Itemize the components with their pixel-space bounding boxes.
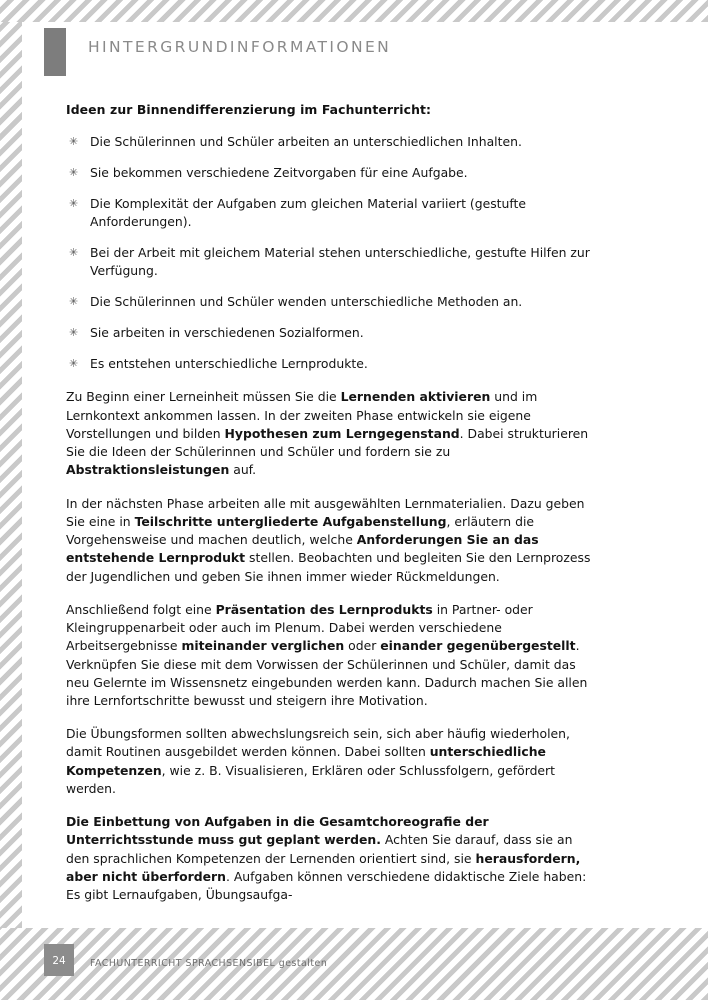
- paragraph-text: und im Lernkontext ankommen lassen. In der zweiten Phase entwickeln sie eigene Vorstellungen und bilden: [66, 389, 538, 441]
- list-item-label: Die Schülerinnen und Schüler arbeiten an unterschiedlichen Inhalten.: [90, 134, 522, 149]
- paragraph: [66, 495, 594, 586]
- page-header-title: HINTERGRUNDINFORMATIONEN: [88, 38, 392, 56]
- list-item-label: Sie bekommen verschiedene Zeitvorgaben für eine Aufgabe.: [90, 165, 468, 181]
- list-item-label: Es entstehen unterschiedliche Lernprodukte.: [90, 355, 368, 371]
- asterisk-bullet-icon: ✳: [69, 245, 79, 259]
- differentiation-ideas-list: [66, 133, 594, 372]
- list-item-label: Die Komplexität der Aufgaben zum gleichen Material variiert (gestufte Anforderungen).: [90, 196, 527, 229]
- decorative-stripe-left: [0, 22, 22, 928]
- emphasis-text: Teilschritte untergliederte Aufgabenstellung: [134, 513, 447, 529]
- asterisk-bullet-icon: ✳: [69, 356, 79, 370]
- footer-title-upper: FACHUNTERRICHT SPRACHSENSIBEL: [90, 958, 279, 969]
- footer-page-number: 24: [52, 955, 66, 967]
- paragraph-text: , erläutern die Vorgehensweise und machen deutlich, welche: [66, 513, 535, 548]
- asterisk-bullet-icon: ✳: [69, 135, 79, 148]
- list-item-label: Bei der Arbeit mit gleichem Material stehen unterschiedliche, gestufte Hilfen zur Verfügung.: [90, 244, 590, 278]
- emphasis-text: herausfordern, aber nicht überfordern: [66, 850, 581, 884]
- paragraph-text: . Aufgaben können verschiedene didaktische Ziele haben: Es gibt Lernaufgaben, Übungsaufga-: [66, 868, 587, 903]
- asterisk-bullet-icon: ✳: [69, 197, 79, 211]
- intro-heading: Ideen zur Binnendifferenzierung im Fachunterricht:: [66, 102, 432, 117]
- paragraph-text: oder: [344, 638, 381, 654]
- paragraph-text: . Verknüpfen Sie diese mit dem Vorwissen der Schülerinnen und Schüler, damit das neu Gelernte im Wissensnetz eingebunden werden kann. Dadurch machen Sie allen ihre Lernfortschritte bewusst und steigern ihre Motivation.: [66, 638, 588, 708]
- emphasis-text: Lernenden aktivieren: [340, 389, 491, 405]
- emphasis-text: Abstraktionsleistungen: [66, 462, 230, 478]
- body-paragraphs: [66, 388, 594, 904]
- list-item: [66, 293, 594, 311]
- list-item-label: Die Schülerinnen und Schüler wenden unterschiedliche Methoden an.: [90, 293, 523, 309]
- paragraph: [66, 601, 594, 710]
- list-item: [66, 244, 594, 279]
- asterisk-bullet-icon: ✳: [69, 294, 79, 308]
- paragraph-text: in Partner- oder Kleingruppenarbeit oder auch im Plenum. Dabei werden verschiedene Arbeitsergebnisse: [66, 601, 533, 654]
- paragraph-text: auf.: [229, 462, 257, 478]
- paragraph-text: Achten Sie darauf, dass sie an den sprachlichen Kompetenzen der Lernenden orientiert sind, sie: [66, 832, 573, 866]
- paragraph-text: stellen. Beobachten und begleiten Sie den Lernprozess der Jugendlichen und geben Sie ihnen immer wieder Rückmeldungen.: [66, 550, 591, 584]
- paragraph-text: Anschließend folgt eine: [66, 601, 216, 617]
- list-item: [66, 164, 594, 182]
- asterisk-bullet-icon: ✳: [69, 166, 79, 180]
- paragraph-text: . Dabei strukturieren Sie die Ideen der Schülerinnen und Schüler und fordern sie zu: [66, 425, 589, 460]
- list-item: [66, 195, 594, 230]
- emphasis-text: Präsentation des Lernprodukts: [215, 601, 433, 617]
- footer-title-lower: gestalten: [278, 958, 328, 969]
- paragraph: [66, 813, 594, 904]
- emphasis-text: miteinander verglichen: [181, 638, 345, 654]
- paragraph-text: , wie z. B. Visualisieren, Erklären oder Schlussfolgern, gefördert werden.: [66, 762, 556, 796]
- emphasis-text: unterschiedliche Kompetenzen: [66, 744, 546, 778]
- list-item: [66, 324, 594, 342]
- paragraph-text: In der nächsten Phase arbeiten alle mit ausgewählten Lernmaterialien. Dazu geben Sie eine in: [66, 495, 585, 529]
- list-item: [66, 133, 594, 151]
- paragraph-text: Die Übungsformen sollten abwechslungsreich sein, sich aber häufig wiederholen, damit Routinen ausgebildet werden können. Dabei sollten: [66, 726, 570, 760]
- emphasis-text: Die Einbettung von Aufgaben in die Gesamtchoreografie der Unterrichtsstunde muss gut geplant werden.: [66, 814, 489, 848]
- emphasis-text: Hypothesen zum Lerngegenstand: [224, 425, 460, 441]
- list-item: [66, 355, 594, 373]
- emphasis-text: einander gegenübergestellt: [380, 638, 576, 654]
- header-accent-block: [44, 28, 66, 76]
- page-content: [66, 102, 594, 919]
- emphasis-text: Anforderungen Sie an das entstehende Lernprodukt: [66, 532, 539, 566]
- list-item-label: Sie arbeiten in verschiedenen Sozialformen.: [90, 324, 364, 340]
- asterisk-bullet-icon: ✳: [69, 325, 79, 339]
- paragraph: [66, 388, 594, 479]
- footer-title: [90, 958, 327, 969]
- paragraph: [66, 725, 594, 798]
- paragraph-text: Zu Beginn einer Lerneinheit müssen Sie die: [66, 389, 341, 405]
- decorative-stripe-top: [0, 0, 708, 22]
